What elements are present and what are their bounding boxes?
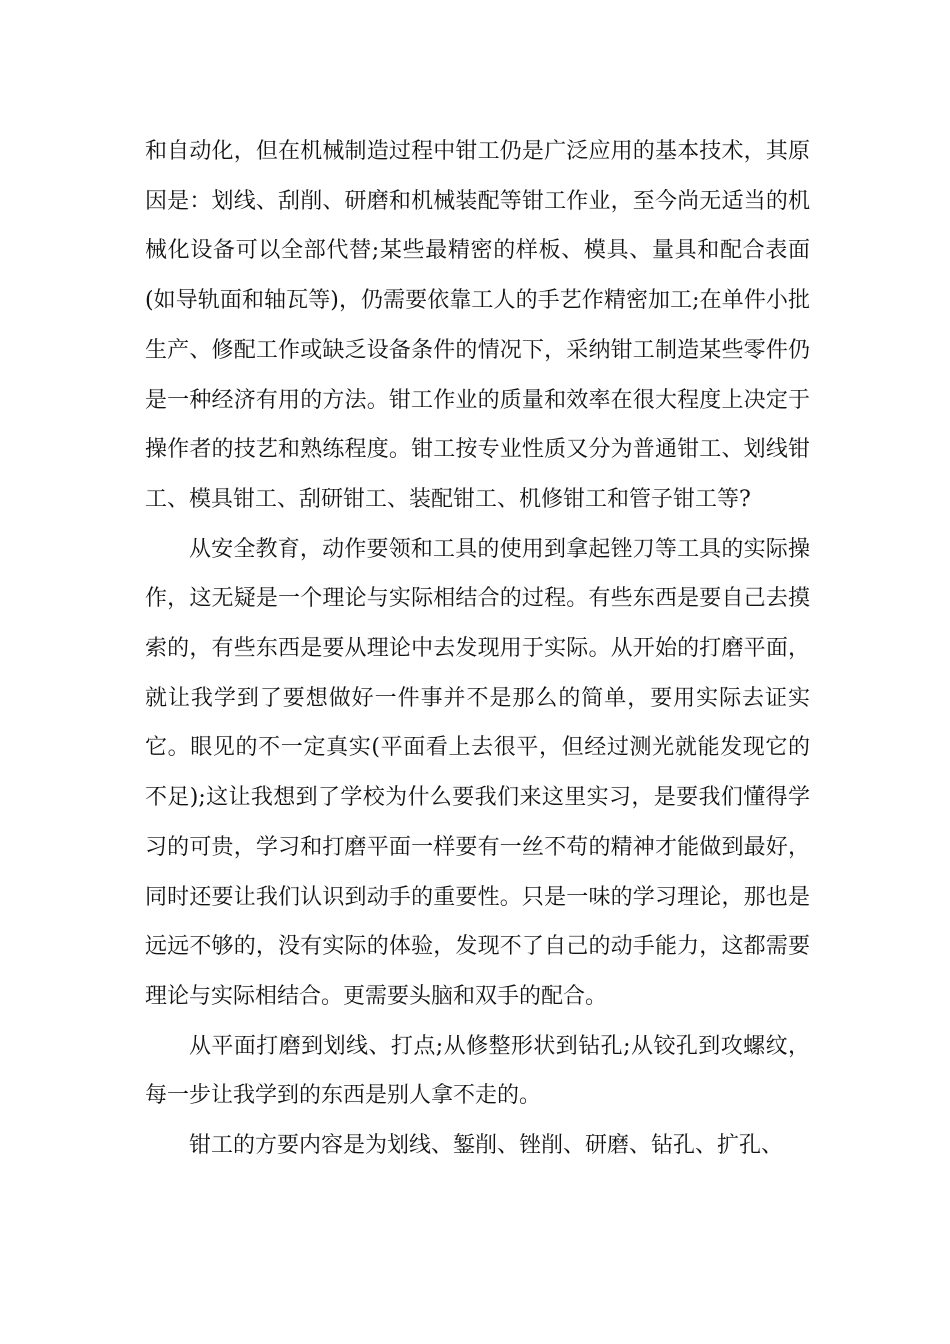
paragraph-main-content: 钳工的方要内容是为划线、錾削、锉削、研磨、钻孔、扩孔、 — [189, 1133, 784, 1159]
document-body — [145, 127, 810, 1171]
paragraph-practice-reflection: 从安全教育，动作要领和工具的使用到拿起锉刀等工具的实际操作，这无疑是一个理论与实际相结合的过程。有些东西是要自己去摸索的，有些东西是要从理论中去发现用于实际。从开始的打磨平面，就让我学到了要想做好一件事并不是那么的简单，要用实际去证实它。眼见的不一定真实(平面看上去很平，但经过测光就能发现它的不足);这让我想到了学校为什么要我们来这里实习，是要我们懂得学习的可贵，学习和打磨平面一样要有一丝不苟的精神才能做到最好，同时还要让我们认识到动手的重要性。只是一味的学习理论，那也是远远不够的，没有实际的体验，发现不了自己的动手能力，这都需要理论与实际相结合。更需要头脑和双手的配合。 — [145, 536, 810, 1009]
paragraph-continuation: 和自动化，但在机械制造过程中钳工仍是广泛应用的基本技术，其原因是：划线、刮削、研磨和机械装配等钳工作业，至今尚无适当的机械化设备可以全部代替;某些最精密的样板、模具、量具和配合表面(如导轨面和轴瓦等)，仍需要依靠工人的手艺作精密加工;在单件小批生产、修配工作或缺乏设备条件的情况下，采纳钳工制造某些零件仍是一种经济有用的方法。钳工作业的质量和效率在很大程度上决定于操作者的技艺和熟练程度。钳工按专业性质又分为普通钳工、划线钳工、模具钳工、刮研钳工、装配钳工、机修钳工和管子钳工等? — [145, 139, 810, 512]
paragraph-process-steps: 从平面打磨到划线、打点;从修整形状到钻孔;从铰孔到攻螺纹，每一步让我学到的东西是别人拿不走的。 — [145, 1033, 810, 1109]
